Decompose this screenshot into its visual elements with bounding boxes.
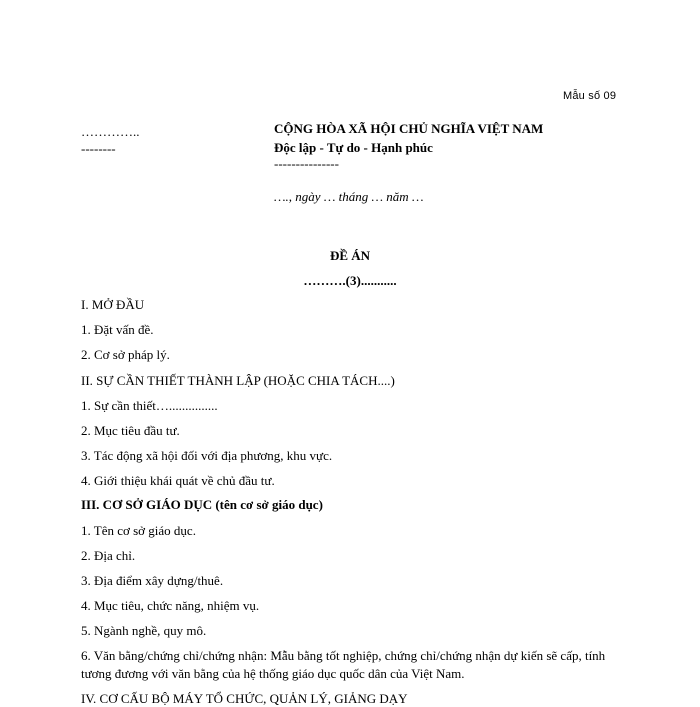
list-item: 2. Địa chỉ. — [81, 548, 136, 563]
form-code: Mẫu số 09 — [563, 90, 617, 102]
agency-underline: -------- — [81, 141, 116, 156]
national-motto: Độc lập - Tự do - Hạnh phúc — [274, 140, 433, 155]
list-item: 2. Mục tiêu đầu tư. — [81, 423, 180, 438]
list-item: 1. Đặt vấn đề. — [81, 322, 154, 337]
section-heading-institution: III. CƠ SỞ GIÁO DỤC (tên cơ sở giáo dục) — [81, 497, 323, 512]
list-item: 5. Ngành nghề, quy mô. — [81, 623, 207, 638]
national-title: CỘNG HÒA XÃ HỘI CHỦ NGHĨA VIỆT NAM — [274, 121, 544, 136]
list-item: 2. Cơ sở pháp lý. — [81, 347, 170, 362]
section-heading-intro: I. MỞ ĐẦU — [81, 297, 145, 312]
document-title: ĐỀ ÁN — [329, 248, 371, 263]
section-heading-structure: IV. CƠ CẤU BỘ MÁY TỔ CHỨC, QUẢN LÝ, GIẢNG DẠY — [81, 691, 408, 706]
list-item: 3. Địa điểm xây dựng/thuê. — [81, 573, 224, 588]
agency-name-placeholder: ………….. — [81, 124, 140, 139]
document-subtitle: ……….(3)........... — [303, 273, 397, 288]
list-item: 4. Giới thiệu khái quát về chủ đầu tư. — [81, 473, 275, 488]
list-item: 1. Tên cơ sở giáo dục. — [81, 523, 196, 538]
list-item: 3. Tác động xã hội đối với địa phương, khu vực. — [81, 448, 333, 463]
section-heading-necessity: II. SỰ CẦN THIẾT THÀNH LẬP (HOẶC CHIA TÁCH....) — [81, 373, 395, 388]
motto-underline: --------------- — [274, 156, 339, 171]
list-item: 4. Mục tiêu, chức năng, nhiệm vụ. — [81, 598, 260, 613]
list-item: 6. Văn bằng/chứng chỉ/chứng nhận: Mẫu bằng tốt nghiệp, chứng chỉ/chứng nhận dự kiến sẽ cấp, tính tương đương với văn bằng của hệ thống giáo dục quốc dân của Việt Nam. — [81, 648, 606, 681]
list-item: 1. Sự cần thiết…............... — [81, 398, 218, 413]
date-line: …., ngày … tháng … năm … — [274, 189, 424, 204]
